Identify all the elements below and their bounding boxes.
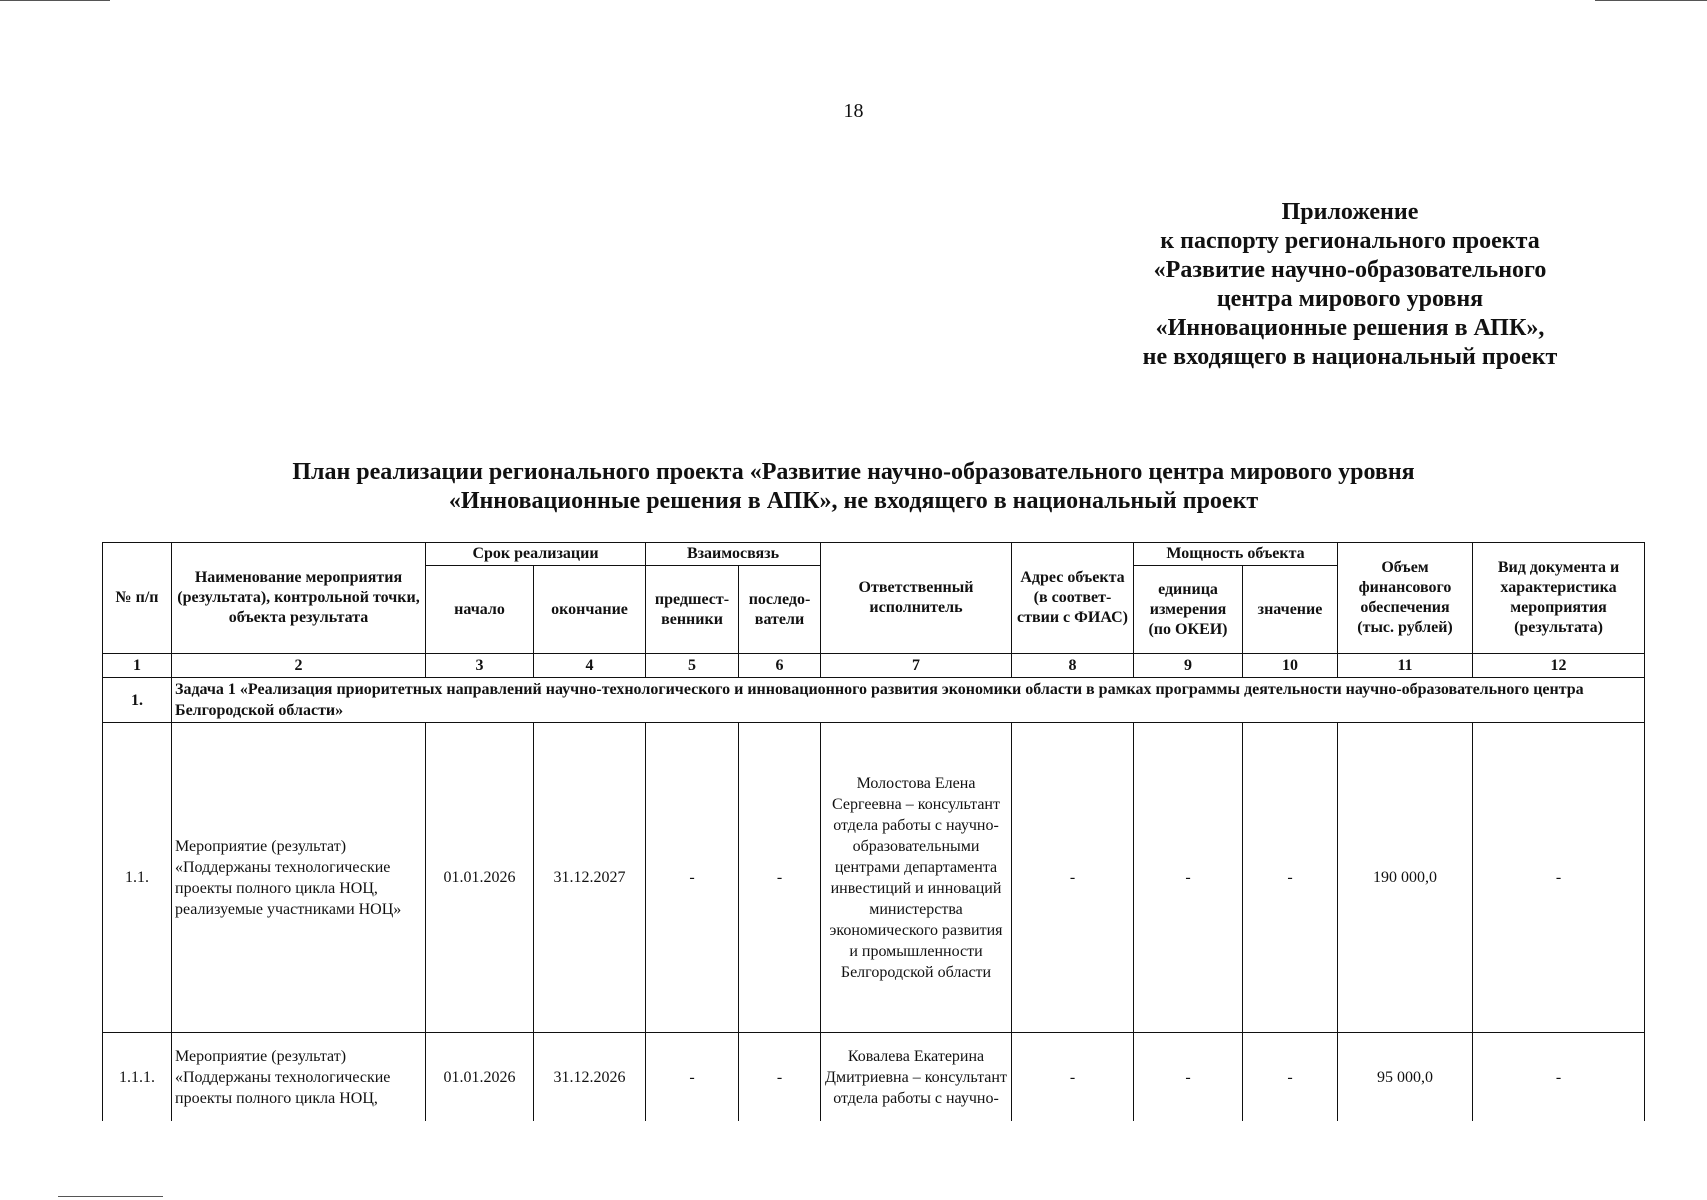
task-text: Задача 1 «Реализация приоритетных направлений научно-технологического и инновационного развития экономики области в рамках программы деятельности научно-образовательного центра Белгородской области» bbox=[172, 678, 1645, 723]
header-capacity: Мощность объекта bbox=[1134, 543, 1338, 566]
row-doc: - bbox=[1473, 1033, 1645, 1123]
row-value: - bbox=[1243, 723, 1338, 1033]
column-number: 1 bbox=[103, 654, 172, 678]
column-number: 2 bbox=[172, 654, 426, 678]
header-name: Наименование мероприятия (результата), контрольной точки, объекта результата bbox=[172, 543, 426, 654]
document-title bbox=[0, 458, 1707, 516]
header-start: начало bbox=[426, 566, 534, 654]
row-end: 31.12.2027 bbox=[534, 723, 646, 1033]
appendix-line: к паспорту регионального проекта bbox=[1160, 228, 1540, 254]
table-row bbox=[103, 723, 1645, 1033]
appendix-heading bbox=[1110, 198, 1590, 372]
appendix-line: «Развитие научно-образовательного bbox=[1153, 257, 1547, 283]
plan-table bbox=[102, 542, 1645, 1123]
row-address: - bbox=[1012, 1033, 1134, 1123]
column-number: 7 bbox=[821, 654, 1012, 678]
header-address: Адрес объекта (в соответ-ствии с ФИАС) bbox=[1012, 543, 1134, 654]
row-funding: 190 000,0 bbox=[1338, 723, 1473, 1033]
row-name: Мероприятие (результат) «Поддержаны технологические проекты полного цикла НОЦ, bbox=[172, 1033, 426, 1123]
column-number: 5 bbox=[646, 654, 739, 678]
row-address: - bbox=[1012, 723, 1134, 1033]
row-successors: - bbox=[739, 723, 821, 1033]
header-link: Взаимосвязь bbox=[646, 543, 821, 566]
appendix-line: Приложение bbox=[1281, 199, 1419, 225]
row-start: 01.01.2026 bbox=[426, 1033, 534, 1123]
row-responsible: Ковалева Екатерина Дмитриевна – консультант отдела работы с научно- bbox=[821, 1033, 1012, 1123]
row-end: 31.12.2026 bbox=[534, 1033, 646, 1123]
row-unit: - bbox=[1134, 1033, 1243, 1123]
row-funding: 95 000,0 bbox=[1338, 1033, 1473, 1123]
scan-edge-line bbox=[1595, 0, 1707, 1]
scan-edge-line bbox=[58, 1196, 163, 1197]
row-predecessors: - bbox=[646, 1033, 739, 1123]
row-successors: - bbox=[739, 1033, 821, 1123]
column-number: 11 bbox=[1338, 654, 1473, 678]
column-number: 9 bbox=[1134, 654, 1243, 678]
appendix-line: центра мирового уровня bbox=[1216, 286, 1484, 312]
header-term: Срок реализации bbox=[426, 543, 646, 566]
task-number: 1. bbox=[103, 678, 172, 723]
header-num: № п/п bbox=[103, 543, 172, 654]
row-number: 1.1.1. bbox=[103, 1033, 172, 1123]
appendix-line: «Инновационные решения в АПК», bbox=[1155, 315, 1545, 341]
row-start: 01.01.2026 bbox=[426, 723, 534, 1033]
scan-edge-line bbox=[0, 0, 110, 1]
page-bottom-margin bbox=[0, 1121, 1707, 1200]
column-number: 6 bbox=[739, 654, 821, 678]
header-successors: последо-ватели bbox=[739, 566, 821, 654]
column-number: 4 bbox=[534, 654, 646, 678]
task-row bbox=[103, 678, 1645, 723]
header-predecessors: предшест-венники bbox=[646, 566, 739, 654]
row-doc: - bbox=[1473, 723, 1645, 1033]
row-predecessors: - bbox=[646, 723, 739, 1033]
column-number: 10 bbox=[1243, 654, 1338, 678]
header-unit: единица измерения (по ОКЕИ) bbox=[1134, 566, 1243, 654]
column-number: 12 bbox=[1473, 654, 1645, 678]
row-number: 1.1. bbox=[103, 723, 172, 1033]
title-line: «Инновационные решения в АПК», не входящего в национальный проект bbox=[448, 488, 1259, 514]
header-funding: Объем финансового обеспечения (тыс. рублей) bbox=[1338, 543, 1473, 654]
title-line: План реализации регионального проекта «Развитие научно-образовательного центра мирового уровня bbox=[292, 459, 1415, 485]
row-value: - bbox=[1243, 1033, 1338, 1123]
row-name: Мероприятие (результат) «Поддержаны технологические проекты полного цикла НОЦ, реализуемые участниками НОЦ» bbox=[172, 723, 426, 1033]
appendix-line: не входящего в национальный проект bbox=[1142, 344, 1558, 370]
header-doc: Вид документа и характеристика мероприятия (результата) bbox=[1473, 543, 1645, 654]
row-responsible: Молостова Елена Сергеевна – консультант отдела работы с научно-образовательными центрами департамента инвестиций и инноваций министерства экономического развития и промышленности Белгородской области bbox=[821, 723, 1012, 1033]
column-number: 3 bbox=[426, 654, 534, 678]
table-row bbox=[103, 1033, 1645, 1123]
column-number-row bbox=[103, 654, 1645, 678]
page-number: 18 bbox=[843, 100, 864, 122]
column-number: 8 bbox=[1012, 654, 1134, 678]
header-responsible: Ответственный исполнитель bbox=[821, 543, 1012, 654]
row-unit: - bbox=[1134, 723, 1243, 1033]
header-end: окончание bbox=[534, 566, 646, 654]
header-value: значение bbox=[1243, 566, 1338, 654]
